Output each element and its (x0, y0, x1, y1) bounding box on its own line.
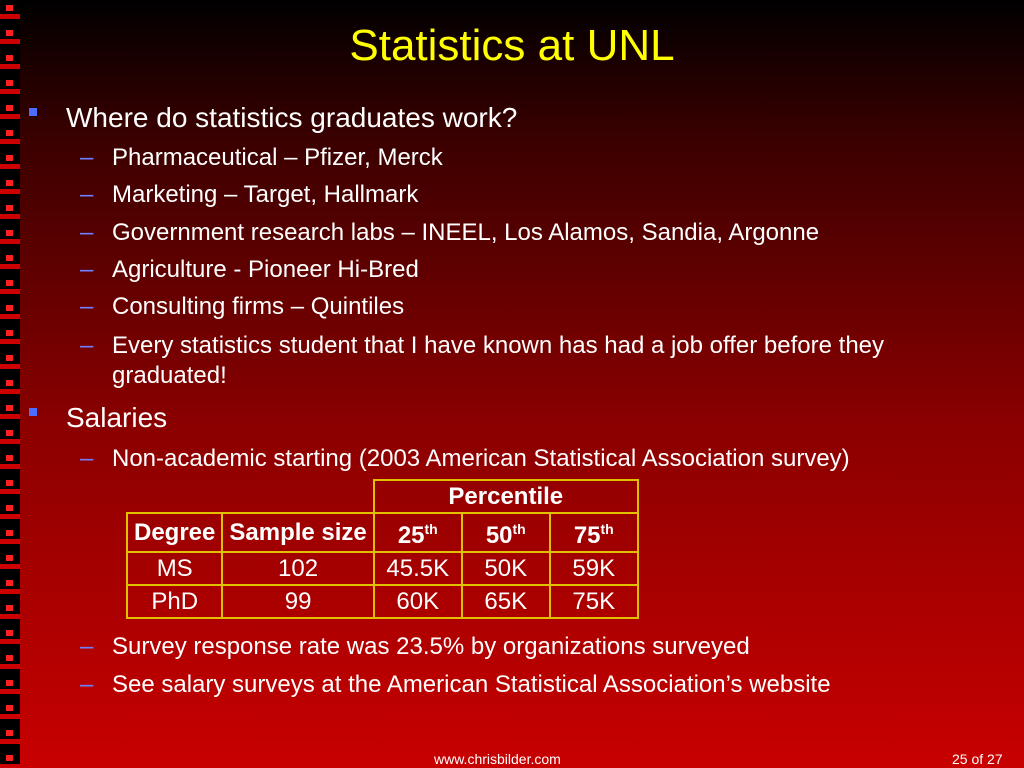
sub-bullet-text: Marketing – Target, Hallmark (112, 181, 419, 208)
sample-size-header: Sample size (222, 513, 373, 552)
dash-bullet-icon: – (80, 633, 94, 660)
dash-bullet-icon: – (80, 445, 94, 472)
degree-header: Degree (127, 513, 222, 552)
square-bullet-icon (29, 408, 37, 416)
percentile-suffix: th (600, 521, 614, 537)
table-cell: 60K (374, 585, 462, 618)
dash-bullet-icon: – (80, 181, 94, 208)
sub-bullet (80, 255, 992, 285)
dash-bullet-icon: – (80, 256, 94, 283)
sub-bullet (80, 632, 992, 662)
sub-bullet-text: Pharmaceutical – Pfizer, Merck (112, 144, 443, 171)
table-cell: 50K (462, 552, 550, 585)
percentile-number: 25 (397, 522, 425, 549)
table-cell: 102 (222, 552, 373, 585)
sub-bullet-text: Every statistics student that I have known has had a job offer before they graduated! (112, 332, 885, 389)
footer-website: www.chrisbilder.com (434, 751, 561, 767)
dash-bullet-icon: – (80, 332, 94, 359)
percentile-suffix: th (512, 521, 526, 537)
bullet-text: Salaries (66, 402, 168, 433)
table-row (127, 552, 638, 585)
sub-bullet (80, 218, 992, 248)
dash-bullet-icon: – (80, 671, 94, 698)
table-group-header-row (127, 480, 638, 513)
table-cell: MS (127, 552, 222, 585)
table-blank-cell (127, 480, 374, 513)
table-cell: 45.5K (374, 552, 462, 585)
dash-bullet-icon: – (80, 144, 94, 171)
percentile-suffix: th (424, 521, 438, 537)
film-strip-decoration (0, 0, 20, 768)
table-cell: 99 (222, 585, 373, 618)
dash-bullet-icon: – (80, 293, 94, 320)
bullet-salaries (66, 402, 167, 434)
bullet-workplaces (66, 102, 517, 134)
bullet-text: Where do statistics graduates work? (66, 102, 518, 133)
table-cell: PhD (127, 585, 222, 618)
sub-bullet (80, 670, 992, 700)
slide-title: Statistics at UNL (349, 21, 675, 70)
sub-bullet-text: See salary surveys at the American Statistical Association’s website (112, 671, 831, 698)
percentile-25-header (374, 513, 462, 552)
table-cell: 59K (550, 552, 638, 585)
sub-bullet-text: Consulting firms – Quintiles (112, 293, 405, 320)
percentile-header: Percentile (374, 480, 638, 513)
sub-bullet (80, 444, 992, 474)
table-cell: 65K (462, 585, 550, 618)
table-header-row (127, 513, 638, 552)
sub-bullet-text: Agriculture - Pioneer Hi-Bred (112, 256, 419, 283)
sub-bullet (80, 180, 992, 210)
salary-table (126, 479, 639, 619)
percentile-number: 50 (485, 522, 513, 549)
percentile-50-header (462, 513, 550, 552)
sub-bullet-text: Survey response rate was 23.5% by organizations surveyed (112, 633, 750, 660)
sub-bullet (80, 331, 982, 391)
sub-bullet-text: Government research labs – INEEL, Los Alamos, Sandia, Argonne (112, 219, 820, 246)
table-cell: 75K (550, 585, 638, 618)
table-row (127, 585, 638, 618)
sub-bullet-text: Non-academic starting (2003 American Statistical Association survey) (112, 445, 850, 472)
square-bullet-icon (29, 108, 37, 116)
footer-page-number: 25 of 27 (952, 751, 1003, 767)
dash-bullet-icon: – (80, 219, 94, 246)
percentile-number: 75 (573, 522, 601, 549)
sub-bullet (80, 292, 992, 322)
percentile-75-header (550, 513, 638, 552)
sub-bullet (80, 143, 992, 173)
